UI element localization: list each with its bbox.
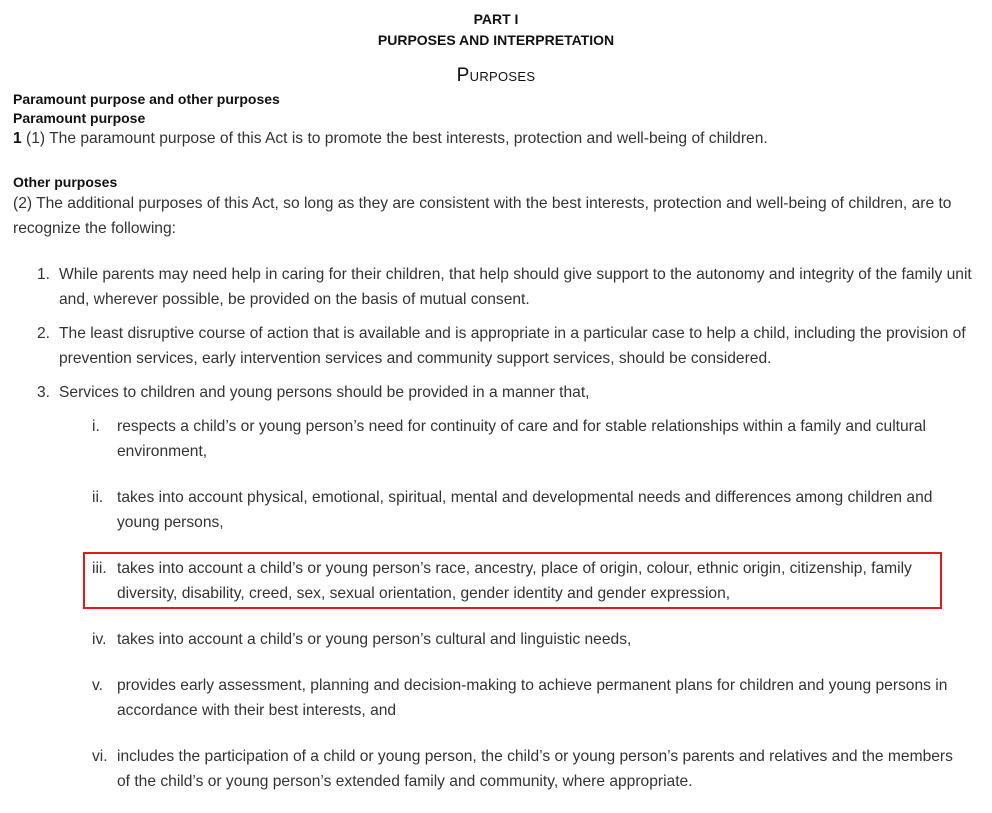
list-item-text (37, 380, 977, 405)
list-item (37, 262, 977, 312)
sub-list-item-text: provides early assessment, planning and decision-making to achieve permanent plans for children and young persons in accordance with their best interests, and (117, 677, 948, 719)
list-item-body: While parents may need help in caring for their children, that help should give support to the autonomy and integrity of the family unit and, wherever possible, be provided on the basis of mutual consent. (59, 266, 972, 308)
list-item-number: 2. (37, 325, 51, 342)
list-item-text (37, 262, 977, 312)
paramount-text: (1) The paramount purpose of this Act is to promote the best interests, protection and well-being of children. (26, 130, 768, 147)
sub-list-item-text: takes into account a child’s or young person’s cultural and linguistic needs, (117, 631, 632, 648)
highlight-box (83, 552, 942, 609)
sub-list-item (92, 744, 962, 794)
sub-list-item-number: ii. (92, 489, 104, 506)
sub-list-item-number: iii. (92, 560, 107, 577)
paramount-heading: Paramount purpose (13, 110, 146, 126)
list-item-text (37, 321, 977, 371)
section-heading: Purposes (456, 65, 536, 86)
part-title: PURPOSES AND INTERPRETATION (377, 32, 615, 48)
part-label: PART I (473, 11, 519, 27)
list-item (37, 321, 977, 371)
list-item-number: 3. (37, 384, 51, 401)
sub-list-item (92, 414, 962, 464)
other-purposes-heading: Other purposes (13, 174, 118, 190)
sub-list-item (92, 627, 962, 652)
section-title: Paramount purpose and other purposes (13, 91, 280, 107)
other-purposes-text: (2) The additional purposes of this Act, so long as they are consistent with the best interests, protection and well-being of children, are to recognize the following: (13, 195, 952, 237)
sub-list-item-number: vi. (92, 748, 108, 765)
paramount-paragraph (13, 126, 973, 151)
list-item-body: The least disruptive course of action that is available and is appropriate in a particular case to help a child, including the provision of prevention services, early intervention services and community support services, should be considered. (59, 325, 966, 367)
list-item-number: 1. (37, 266, 51, 283)
list-item-body: Services to children and young persons should be provided in a manner that, (59, 384, 590, 401)
sub-list-item-text: includes the participation of a child or young person, the child’s or young person’s parents and relatives and the members of the child’s or young person’s extended family and community, where appropriate. (117, 748, 953, 790)
sub-list-item-text: takes into account physical, emotional, spiritual, mental and developmental needs and differences among children and young persons, (117, 489, 933, 531)
sub-list-item-number: v. (92, 677, 103, 694)
sub-list-item-number: i. (92, 418, 100, 435)
sub-list-item-text: takes into account a child’s or young person’s race, ancestry, place of origin, colour, ethnic origin, citizenship, family diversity, disability, creed, sex, sexual orientation, gender identity and gender expression, (117, 560, 912, 602)
sub-list-item (92, 485, 962, 535)
sub-list-item (92, 673, 972, 723)
sub-list-item-number: iv. (92, 631, 107, 648)
section-number: 1 (13, 130, 22, 147)
list-item (37, 380, 977, 405)
sub-list-item-text: respects a child’s or young person’s need for continuity of care and for stable relationships within a family and cultural environment, (117, 418, 927, 460)
